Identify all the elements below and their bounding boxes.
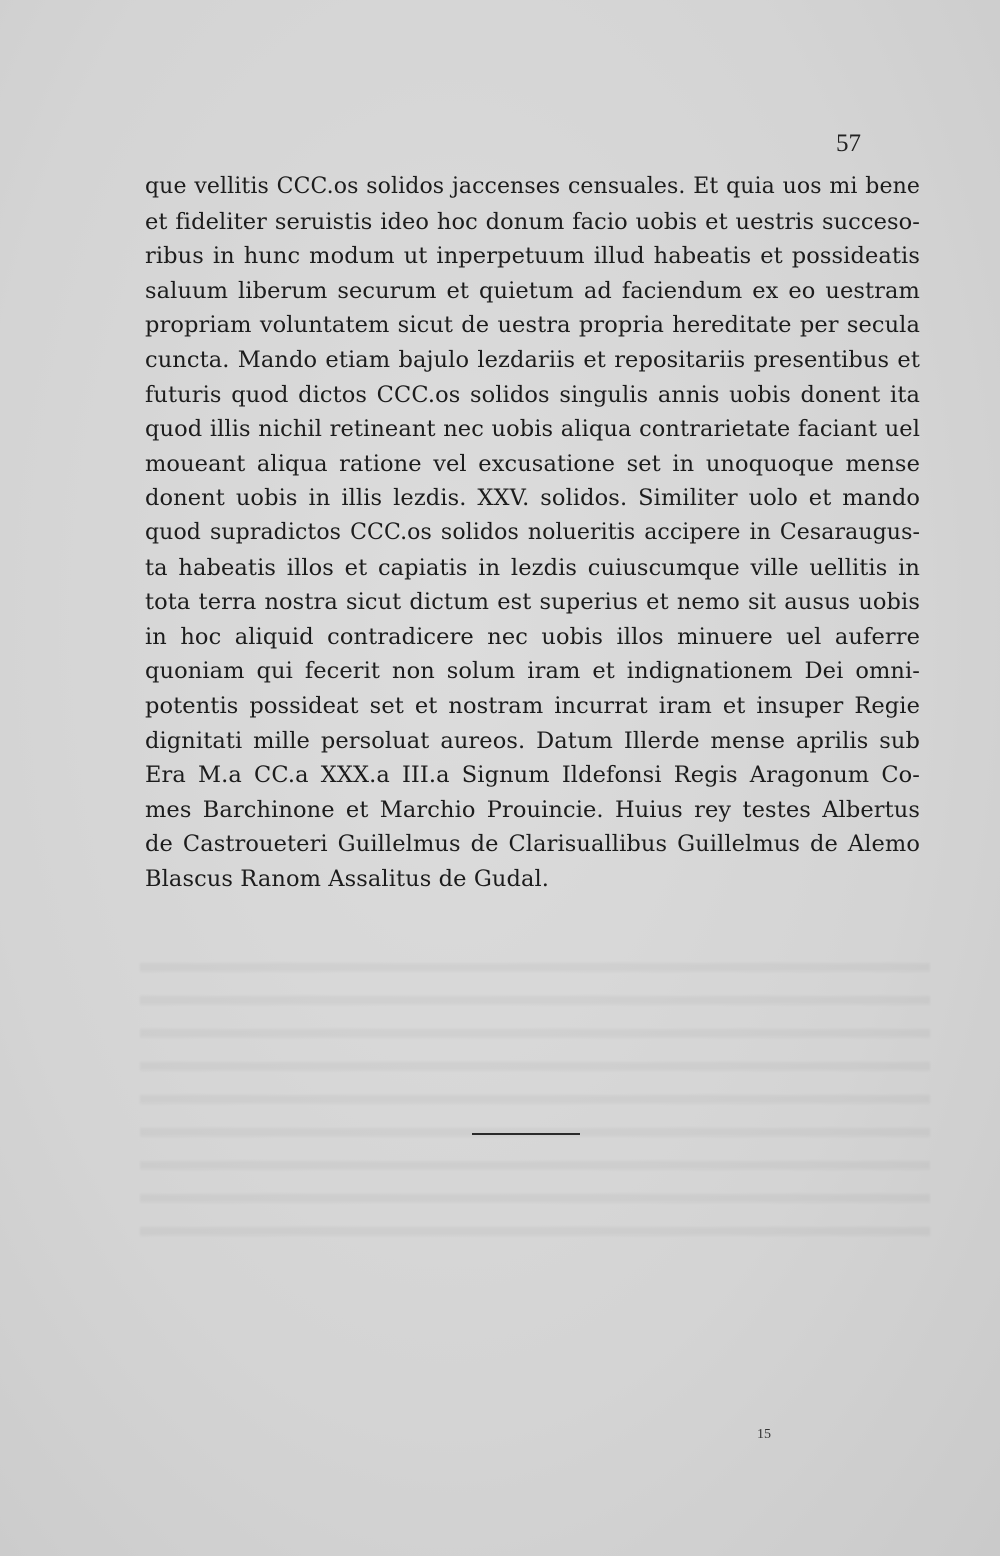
text-line: quoniam qui fecerit non solum iram et indignationem Dei omni- xyxy=(145,658,920,685)
show-through-texture xyxy=(140,940,930,1240)
text-line: moueant aliqua ratione vel excusatione set in unoquoque mense xyxy=(145,450,920,477)
text-line: saluum liberum securum et quietum ad faciendum ex eo uestram xyxy=(145,277,920,304)
text-line: tota terra nostra sicut dictum est superius et nemo sit ausus uobis xyxy=(145,589,920,616)
text-line: de Castroueteri Guillelmus de Clarisuallibus Guillelmus de Alemo xyxy=(145,831,920,858)
text-line: futuris quod dictos CCC.os solidos singulis annis uobis donent ita xyxy=(145,381,920,408)
text-line: et fideliter seruistis ideo hoc donum facio uobis et uestris succeso- xyxy=(145,208,920,235)
text-line: mes Barchinone et Marchio Prouincie. Huius rey testes Albertus xyxy=(145,796,920,823)
text-line: ta habeatis illos et capiatis in lezdis cuiuscumque ville uellitis in xyxy=(145,554,920,581)
printer-signature: 15 xyxy=(757,1427,771,1442)
text-line: dignitati mille persoluat aureos. Datum Illerde mense aprilis sub xyxy=(145,727,920,754)
end-rule xyxy=(472,1133,580,1135)
text-line: que vellitis CCC.os solidos jaccenses censuales. Et quia uos mi bene xyxy=(145,174,920,199)
text-line: donent uobis in illis lezdis. XXV. solidos. Similiter uolo et mando xyxy=(145,485,920,512)
page-number: 57 xyxy=(836,130,861,157)
text-line-last: Blascus Ranom Assalitus de Gudal. xyxy=(145,865,550,892)
text-line: ribus in hunc modum ut inperpetuum illud habeatis et possideatis xyxy=(145,243,920,270)
text-line: in hoc aliquid contradicere nec uobis illos minuere uel auferre xyxy=(145,623,920,650)
text-line: quod supradictos CCC.os solidos nolueritis accipere in Cesaraugus- xyxy=(145,519,920,545)
text-line: propriam voluntatem sicut de uestra propria hereditate per secula xyxy=(145,312,920,339)
text-line: Era M.a CC.a XXX.a III.a Signum Ildefonsi Regis Aragonum Co- xyxy=(145,762,920,789)
body-text xyxy=(145,170,920,896)
text-line: potentis possideat set et nostram incurrat iram et insuper Regie xyxy=(145,692,920,719)
text-line: quod illis nichil retineant nec uobis aliqua contrarietate faciant uel xyxy=(145,416,920,443)
text-line: cuncta. Mando etiam bajulo lezdariis et repositariis presentibus et xyxy=(145,346,920,373)
